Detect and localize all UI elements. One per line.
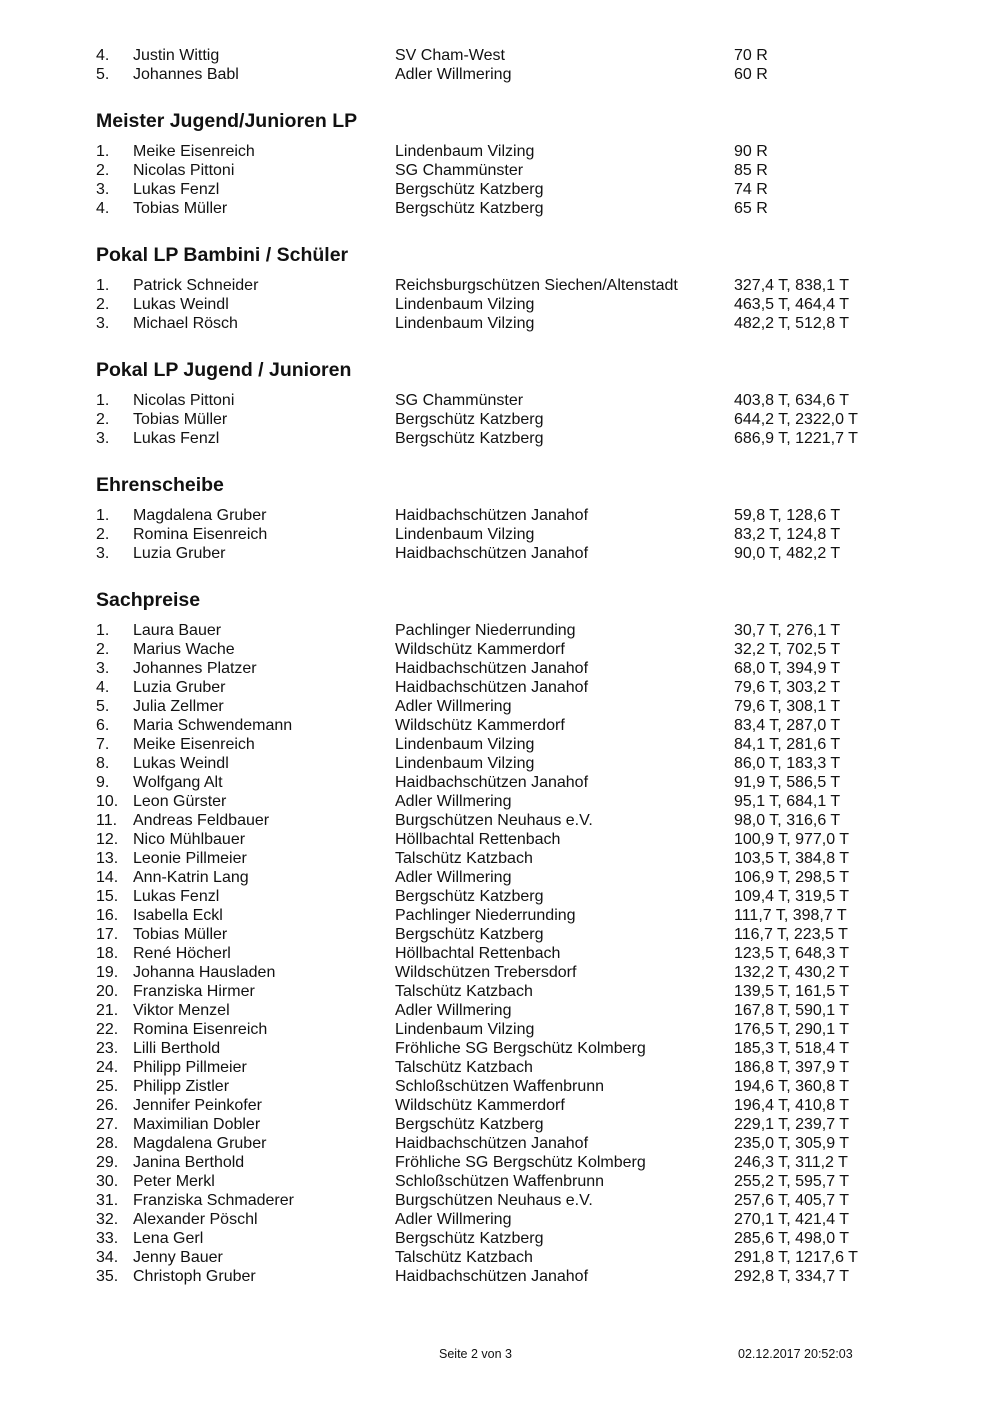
result-row: [96, 849, 896, 868]
rank-number: 1.: [96, 622, 110, 639]
section-title: Ehrenscheibe: [96, 474, 224, 496]
shooter-name: Wolfgang Alt: [133, 774, 223, 791]
result-row: [96, 811, 896, 830]
section-title: Sachpreise: [96, 589, 201, 611]
rank-number: 33.: [96, 1230, 119, 1247]
club-name: Haidbachschützen Janahof: [395, 679, 589, 696]
club-name: Lindenbaum Vilzing: [395, 736, 535, 753]
shooter-name: Franziska Schmaderer: [133, 1192, 294, 1209]
rank-number: 13.: [96, 850, 119, 867]
rank-number: 8.: [96, 755, 110, 772]
shooter-name: Romina Eisenreich: [133, 526, 268, 543]
result-value: 103,5 T, 384,8 T: [734, 850, 850, 867]
club-name: Haidbachschützen Janahof: [395, 774, 589, 791]
club-name: Adler Willmering: [395, 66, 512, 83]
rank-number: 3.: [96, 315, 110, 332]
rank-number: 17.: [96, 926, 119, 943]
club-name: Haidbachschützen Janahof: [395, 1135, 589, 1152]
result-row: [96, 1229, 896, 1248]
result-section: [96, 109, 896, 218]
rank-number: 18.: [96, 945, 119, 962]
result-value: 132,2 T, 430,2 T: [734, 964, 850, 981]
result-value: 246,3 T, 311,2 T: [734, 1154, 848, 1171]
result-value: 186,8 T, 397,9 T: [734, 1059, 850, 1076]
result-value: 116,7 T, 223,5 T: [734, 926, 848, 943]
result-row: [96, 199, 896, 218]
result-value: 327,4 T, 838,1 T: [734, 277, 850, 294]
result-row: [96, 1020, 896, 1039]
club-name: Burgschützen Neuhaus e.V.: [395, 812, 593, 829]
club-name: SG Chammünster: [395, 392, 524, 409]
result-row: [96, 906, 896, 925]
rank-number: 7.: [96, 736, 110, 753]
club-name: Höllbachtal Rettenbach: [395, 831, 561, 848]
result-section: [96, 473, 896, 563]
shooter-name: Lukas Fenzl: [133, 430, 220, 447]
club-name: Lindenbaum Vilzing: [395, 143, 535, 160]
club-name: Reichsburgschützen Siechen/Altenstadt: [395, 277, 678, 294]
rank-number: 2.: [96, 411, 110, 428]
result-value: 482,2 T, 512,8 T: [734, 315, 850, 332]
rank-number: 2.: [96, 162, 110, 179]
result-row: [96, 1153, 896, 1172]
result-row: [96, 1134, 896, 1153]
result-row: [96, 276, 896, 295]
club-name: Schloßschützen Waffenbrunn: [395, 1078, 605, 1095]
result-row: [96, 142, 896, 161]
rank-number: 20.: [96, 983, 119, 1000]
shooter-name: Johannes Platzer: [133, 660, 257, 677]
result-value: 255,2 T, 595,7 T: [734, 1173, 850, 1190]
result-value: 65 R: [734, 200, 768, 217]
result-value: 270,1 T, 421,4 T: [734, 1211, 850, 1228]
rank-number: 1.: [96, 143, 110, 160]
shooter-name: Lukas Weindl: [133, 755, 229, 772]
result-value: 403,8 T, 634,6 T: [734, 392, 850, 409]
result-value: 95,1 T, 684,1 T: [734, 793, 841, 810]
club-name: Adler Willmering: [395, 1002, 512, 1019]
result-row: [96, 1039, 896, 1058]
result-row: [96, 659, 896, 678]
rank-number: 12.: [96, 831, 119, 848]
result-value: 90,0 T, 482,2 T: [734, 545, 841, 562]
result-value: 98,0 T, 316,6 T: [734, 812, 841, 829]
result-value: 84,1 T, 281,6 T: [734, 736, 841, 753]
result-row: [96, 410, 896, 429]
club-name: Wildschützen Trebersdorf: [395, 964, 577, 981]
rank-number: 3.: [96, 430, 110, 447]
club-name: Adler Willmering: [395, 1211, 512, 1228]
club-name: Bergschütz Katzberg: [395, 411, 544, 428]
result-value: 185,3 T, 518,4 T: [734, 1040, 850, 1057]
result-value: 68,0 T, 394,9 T: [734, 660, 841, 677]
result-row: [96, 830, 896, 849]
shooter-name: Meike Eisenreich: [133, 736, 255, 753]
rank-number: 3.: [96, 181, 110, 198]
result-value: 83,2 T, 124,8 T: [734, 526, 841, 543]
club-name: Lindenbaum Vilzing: [395, 755, 535, 772]
rank-number: 16.: [96, 907, 119, 924]
result-row: [96, 982, 896, 1001]
club-name: Talschütz Katzbach: [395, 1249, 533, 1266]
shooter-name: Alexander Pöschl: [133, 1211, 258, 1228]
result-value: 91,9 T, 586,5 T: [734, 774, 841, 791]
rank-number: 30.: [96, 1173, 119, 1190]
result-row: [96, 868, 896, 887]
result-value: 167,8 T, 590,1 T: [734, 1002, 850, 1019]
rank-number: 35.: [96, 1268, 119, 1285]
result-value: 644,2 T, 2322,0 T: [734, 411, 858, 428]
result-row: [96, 640, 896, 659]
rank-number: 24.: [96, 1059, 119, 1076]
shooter-name: Luzia Gruber: [133, 545, 226, 562]
rank-number: 4.: [96, 200, 110, 217]
shooter-name: Tobias Müller: [133, 200, 228, 217]
rank-number: 11.: [96, 812, 118, 829]
shooter-name: Meike Eisenreich: [133, 143, 255, 160]
shooter-name: Lukas Fenzl: [133, 888, 220, 905]
rank-number: 9.: [96, 774, 110, 791]
result-value: 292,8 T, 334,7 T: [734, 1268, 850, 1285]
rank-number: 2.: [96, 641, 110, 658]
club-name: Schloßschützen Waffenbrunn: [395, 1173, 605, 1190]
rank-number: 1.: [96, 507, 110, 524]
result-value: 257,6 T, 405,7 T: [734, 1192, 850, 1209]
result-row: [96, 1001, 896, 1020]
club-name: SV Cham-West: [395, 47, 505, 64]
result-value: 229,1 T, 239,7 T: [734, 1116, 850, 1133]
result-value: 74 R: [734, 181, 768, 198]
club-name: Haidbachschützen Janahof: [395, 1268, 589, 1285]
club-name: Lindenbaum Vilzing: [395, 526, 535, 543]
result-row: [96, 295, 896, 314]
result-row: [96, 1267, 896, 1286]
shooter-name: Lukas Fenzl: [133, 181, 220, 198]
shooter-name: Tobias Müller: [133, 926, 228, 943]
club-name: Haidbachschützen Janahof: [395, 507, 589, 524]
club-name: Fröhliche SG Bergschütz Kolmberg: [395, 1154, 646, 1171]
shooter-name: Romina Eisenreich: [133, 1021, 268, 1038]
rank-number: 22.: [96, 1021, 119, 1038]
shooter-name: Marius Wache: [133, 641, 235, 658]
rank-number: 10.: [96, 793, 119, 810]
club-name: Pachlinger Niederrunding: [395, 622, 576, 639]
result-value: 106,9 T, 298,5 T: [734, 869, 850, 886]
shooter-name: Lilli Berthold: [133, 1040, 221, 1057]
club-name: Bergschütz Katzberg: [395, 1230, 544, 1247]
club-name: SG Chammünster: [395, 162, 524, 179]
shooter-name: Nicolas Pittoni: [133, 392, 235, 409]
rank-number: 4.: [96, 47, 110, 64]
result-value: 90 R: [734, 143, 768, 160]
club-name: Bergschütz Katzberg: [395, 200, 544, 217]
club-name: Talschütz Katzbach: [395, 850, 533, 867]
shooter-name: Justin Wittig: [133, 47, 220, 64]
shooter-name: Philipp Zistler: [133, 1078, 230, 1095]
result-value: 60 R: [734, 66, 768, 83]
results-list: [96, 46, 896, 1286]
result-value: 100,9 T, 977,0 T: [734, 831, 850, 848]
result-section: [96, 243, 896, 333]
result-row: [96, 716, 896, 735]
shooter-name: Janina Berthold: [133, 1154, 245, 1171]
rank-number: 2.: [96, 526, 110, 543]
result-value: 32,2 T, 702,5 T: [734, 641, 841, 658]
result-row: [96, 963, 896, 982]
club-name: Talschütz Katzbach: [395, 983, 533, 1000]
shooter-name: René Höcherl: [133, 945, 231, 962]
result-value: 59,8 T, 128,6 T: [734, 507, 841, 524]
result-row: [96, 46, 896, 65]
club-name: Fröhliche SG Bergschütz Kolmberg: [395, 1040, 646, 1057]
shooter-name: Peter Merkl: [133, 1173, 215, 1190]
rank-number: 6.: [96, 717, 110, 734]
result-value: 70 R: [734, 47, 768, 64]
rank-number: 1.: [96, 392, 110, 409]
result-value: 85 R: [734, 162, 768, 179]
result-value: 30,7 T, 276,1 T: [734, 622, 841, 639]
rank-number: 19.: [96, 964, 119, 981]
shooter-name: Isabella Eckl: [133, 907, 223, 924]
club-name: Haidbachschützen Janahof: [395, 545, 589, 562]
rank-number: 23.: [96, 1040, 119, 1057]
result-row: [96, 1115, 896, 1134]
club-name: Pachlinger Niederrunding: [395, 907, 576, 924]
club-name: Bergschütz Katzberg: [395, 181, 544, 198]
result-row: [96, 944, 896, 963]
rank-number: 21.: [96, 1002, 119, 1019]
shooter-name: Nico Mühlbauer: [133, 831, 246, 848]
rank-number: 2.: [96, 296, 110, 313]
result-row: [96, 735, 896, 754]
rank-number: 31.: [96, 1192, 119, 1209]
result-row: [96, 391, 896, 410]
shooter-name: Ann-Katrin Lang: [133, 869, 249, 886]
club-name: Haidbachschützen Janahof: [395, 660, 589, 677]
shooter-name: Viktor Menzel: [133, 1002, 230, 1019]
section-title: Pokal LP Jugend / Junioren: [96, 359, 352, 381]
shooter-name: Patrick Schneider: [133, 277, 259, 294]
result-value: 83,4 T, 287,0 T: [734, 717, 841, 734]
shooter-name: Jennifer Peinkofer: [133, 1097, 262, 1114]
result-row: [96, 1210, 896, 1229]
shooter-name: Julia Zellmer: [133, 698, 224, 715]
result-row: [96, 180, 896, 199]
club-name: Bergschütz Katzberg: [395, 1116, 544, 1133]
result-row: [96, 925, 896, 944]
shooter-name: Leonie Pillmeier: [133, 850, 247, 867]
result-row: [96, 887, 896, 906]
result-row: [96, 1096, 896, 1115]
shooter-name: Philipp Pillmeier: [133, 1059, 247, 1076]
result-row: [96, 544, 896, 563]
club-name: Wildschütz Kammerdorf: [395, 717, 565, 734]
shooter-name: Magdalena Gruber: [133, 1135, 267, 1152]
result-row: [96, 429, 896, 448]
rank-number: 28.: [96, 1135, 119, 1152]
result-row: [96, 1248, 896, 1267]
rank-number: 29.: [96, 1154, 119, 1171]
result-value: 111,7 T, 398,7 T: [734, 907, 847, 924]
club-name: Bergschütz Katzberg: [395, 430, 544, 447]
result-section: [96, 46, 896, 84]
rank-number: 5.: [96, 698, 110, 715]
club-name: Wildschütz Kammerdorf: [395, 641, 565, 658]
rank-number: 25.: [96, 1078, 119, 1095]
result-value: 686,9 T, 1221,7 T: [734, 430, 858, 447]
rank-number: 15.: [96, 888, 119, 905]
result-row: [96, 1077, 896, 1096]
result-value: 285,6 T, 498,0 T: [734, 1230, 850, 1247]
club-name: Adler Willmering: [395, 869, 512, 886]
result-section: [96, 588, 896, 1286]
club-name: Wildschütz Kammerdorf: [395, 1097, 565, 1114]
result-value: 196,4 T, 410,8 T: [734, 1097, 850, 1114]
shooter-name: Leon Gürster: [133, 793, 227, 810]
shooter-name: Lukas Weindl: [133, 296, 229, 313]
rank-number: 3.: [96, 545, 110, 562]
rank-number: 4.: [96, 679, 110, 696]
result-row: [96, 792, 896, 811]
shooter-name: Lena Gerl: [133, 1230, 204, 1247]
result-value: 86,0 T, 183,3 T: [734, 755, 841, 772]
shooter-name: Nicolas Pittoni: [133, 162, 235, 179]
club-name: Bergschütz Katzberg: [395, 926, 544, 943]
rank-number: 3.: [96, 660, 110, 677]
rank-number: 32.: [96, 1211, 119, 1228]
shooter-name: Michael Rösch: [133, 315, 238, 332]
club-name: Adler Willmering: [395, 793, 512, 810]
result-value: 79,6 T, 303,2 T: [734, 679, 841, 696]
shooter-name: Maria Schwendemann: [133, 717, 293, 734]
result-row: [96, 754, 896, 773]
rank-number: 26.: [96, 1097, 119, 1114]
shooter-name: Johanna Hausladen: [133, 964, 276, 981]
section-title: Pokal LP Bambini / Schüler: [96, 244, 349, 266]
result-row: [96, 1172, 896, 1191]
result-value: 123,5 T, 648,3 T: [734, 945, 850, 962]
result-value: 463,5 T, 464,4 T: [734, 296, 850, 313]
result-row: [96, 525, 896, 544]
shooter-name: Maximilian Dobler: [133, 1116, 261, 1133]
result-row: [96, 161, 896, 180]
club-name: Adler Willmering: [395, 698, 512, 715]
club-name: Höllbachtal Rettenbach: [395, 945, 561, 962]
shooter-name: Laura Bauer: [133, 622, 222, 639]
result-row: [96, 773, 896, 792]
rank-number: 1.: [96, 277, 110, 294]
result-value: 194,6 T, 360,8 T: [734, 1078, 850, 1095]
club-name: Burgschützen Neuhaus e.V.: [395, 1192, 593, 1209]
result-value: 291,8 T, 1217,6 T: [734, 1249, 858, 1266]
rank-number: 27.: [96, 1116, 119, 1133]
shooter-name: Tobias Müller: [133, 411, 228, 428]
shooter-name: Andreas Feldbauer: [133, 812, 270, 829]
section-title: Meister Jugend/Junioren LP: [96, 110, 358, 132]
club-name: Lindenbaum Vilzing: [395, 315, 535, 332]
club-name: Bergschütz Katzberg: [395, 888, 544, 905]
result-row: [96, 621, 896, 640]
result-row: [96, 697, 896, 716]
print-timestamp: 02.12.2017 20:52:03: [738, 1347, 853, 1361]
page-number: Seite 2 von 3: [439, 1347, 512, 1361]
shooter-name: Johannes Babl: [133, 66, 239, 83]
shooter-name: Luzia Gruber: [133, 679, 226, 696]
rank-number: 34.: [96, 1249, 119, 1266]
result-value: 139,5 T, 161,5 T: [734, 983, 850, 1000]
result-section: [96, 358, 896, 448]
result-row: [96, 314, 896, 333]
club-name: Talschütz Katzbach: [395, 1059, 533, 1076]
shooter-name: Jenny Bauer: [133, 1249, 223, 1266]
result-row: [96, 506, 896, 525]
result-value: 235,0 T, 305,9 T: [734, 1135, 850, 1152]
result-row: [96, 65, 896, 84]
shooter-name: Magdalena Gruber: [133, 507, 267, 524]
shooter-name: Christoph Gruber: [133, 1268, 256, 1285]
result-value: 79,6 T, 308,1 T: [734, 698, 841, 715]
club-name: Lindenbaum Vilzing: [395, 296, 535, 313]
result-value: 176,5 T, 290,1 T: [734, 1021, 850, 1038]
shooter-name: Franziska Hirmer: [133, 983, 255, 1000]
rank-number: 14.: [96, 869, 119, 886]
result-row: [96, 1191, 896, 1210]
result-row: [96, 1058, 896, 1077]
club-name: Lindenbaum Vilzing: [395, 1021, 535, 1038]
result-value: 109,4 T, 319,5 T: [734, 888, 850, 905]
rank-number: 5.: [96, 66, 110, 83]
result-row: [96, 678, 896, 697]
